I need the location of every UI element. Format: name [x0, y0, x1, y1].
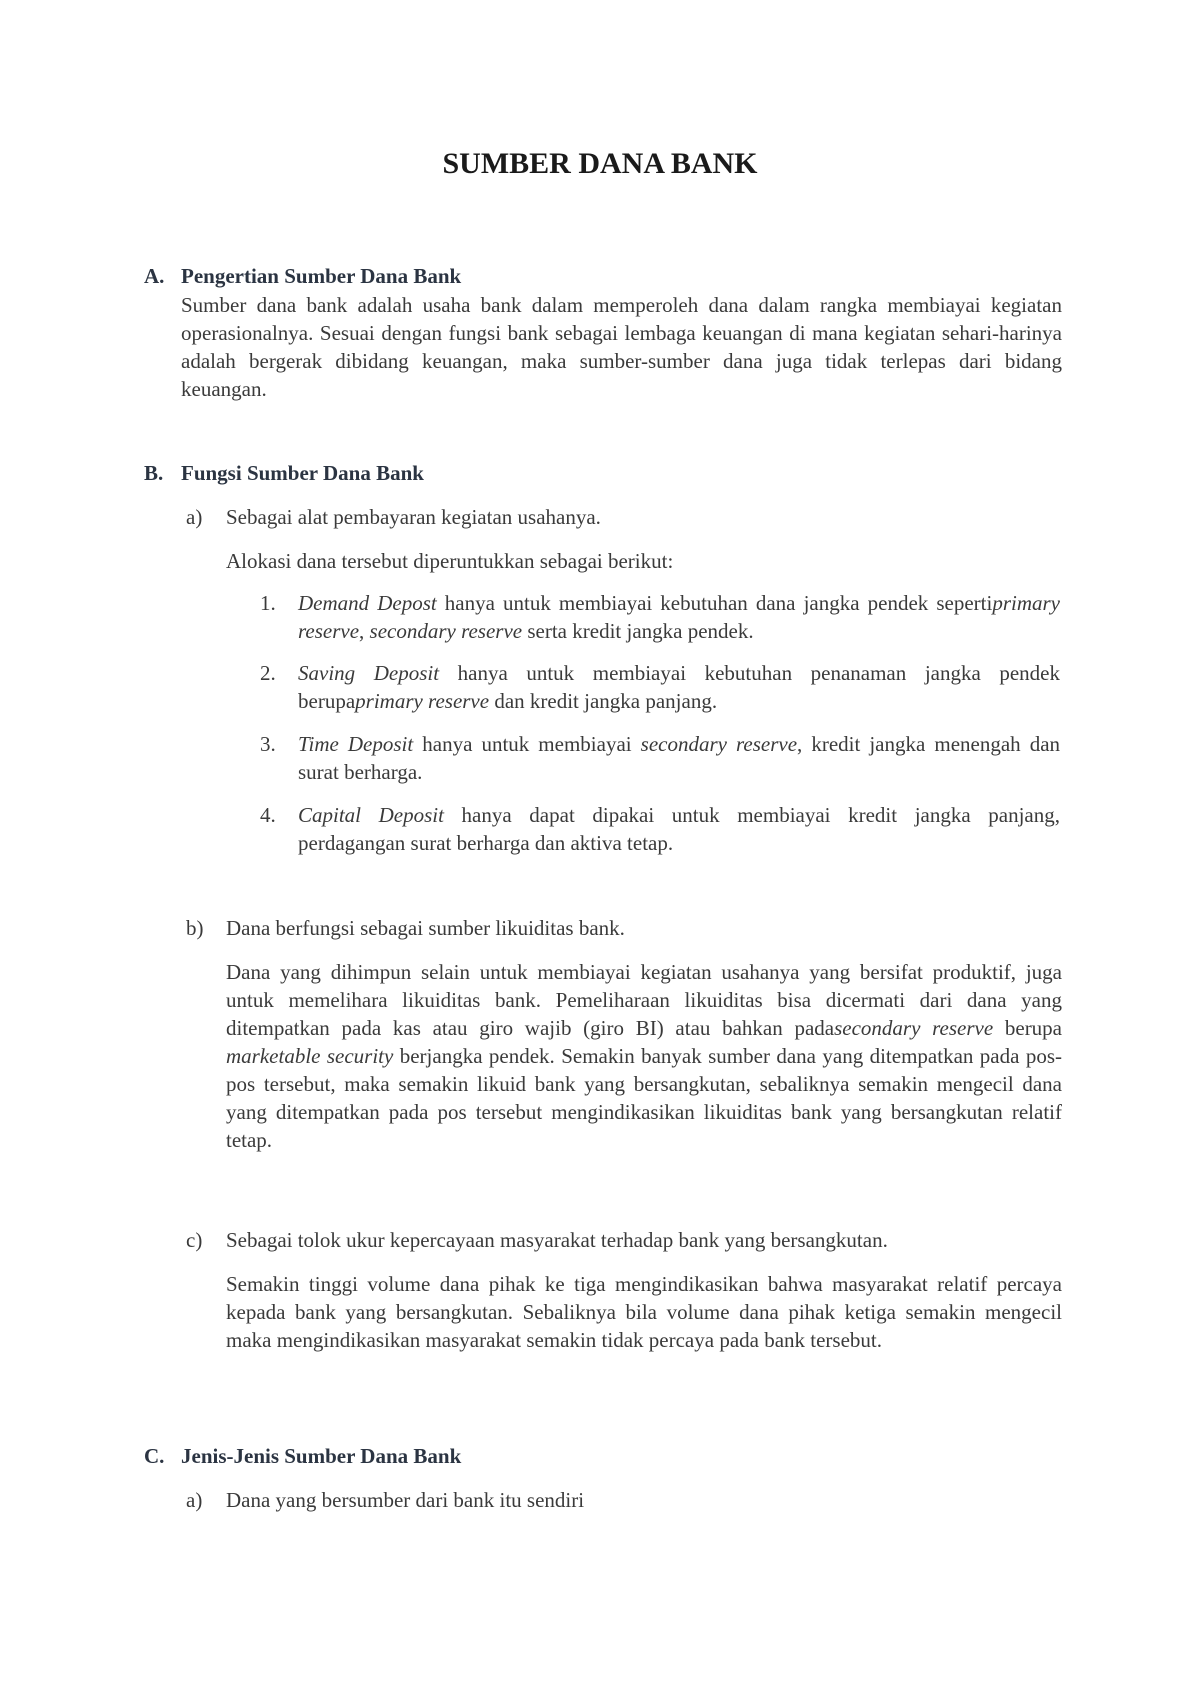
- item-term: primary reserve: [355, 689, 490, 713]
- section-c-item-a: [186, 1486, 584, 1514]
- section-a-letter: A.: [144, 264, 165, 288]
- item-text-part: , kredit jangka menengah dan surat berharga.: [298, 732, 1061, 784]
- item-number: 1.: [260, 591, 276, 615]
- section-c-title: Jenis-Jenis Sumber Dana Bank: [181, 1444, 462, 1468]
- item-text: [298, 730, 1060, 786]
- item-b-text: Dana berfungsi sebagai sumber likuiditas bank.: [226, 916, 625, 940]
- section-a-heading: [144, 262, 461, 290]
- item-text-part: dan kredit jangka panjang.: [489, 689, 718, 713]
- section-b-heading: [144, 459, 424, 487]
- item-text-part: ,: [359, 619, 370, 643]
- section-b-item-c: [186, 1226, 888, 1254]
- item-term: Capital Deposit: [298, 803, 444, 827]
- item-a-text: Dana yang bersumber dari bank itu sendiri: [226, 1488, 585, 1512]
- item-term: Saving Deposit: [298, 661, 440, 685]
- item-text-part: hanya untuk membiayai kebutuhan penanaman jangka pendek berupa: [298, 661, 1061, 713]
- section-a-title: Pengertian Sumber Dana Bank: [181, 264, 462, 288]
- item-c-text: Sebagai tolok ukur kepercayaan masyarakat terhadap bank yang bersangkutan.: [226, 1228, 888, 1252]
- section-b-item-b: [186, 914, 625, 942]
- item-text-part: hanya untuk membiayai: [413, 732, 641, 756]
- item-term: secondary reserve: [640, 732, 798, 756]
- item-number: 2.: [260, 661, 276, 685]
- trust-paragraph: Semakin tinggi volume dana pihak ke tiga mengindikasikan bahwa masyarakat relatif percaya kepada bank yang bersangkutan. Sebaliknya bila volume dana pihak ketiga semakin mengecil maka mengindikasikan masyarakat semakin tidak percaya pada bank tersebut.: [226, 1272, 1062, 1352]
- liquidity-paragraph: [226, 958, 1062, 1154]
- item-text: [298, 801, 1060, 857]
- item-text-part: hanya untuk membiayai kebutuhan dana jangka pendek seperti: [436, 591, 993, 615]
- allocation-intro: Alokasi dana tersebut diperuntukkan sebagai berikut:: [226, 549, 674, 573]
- section-c-letter: C.: [144, 1444, 165, 1468]
- item-text: [298, 659, 1060, 715]
- page-title: SUMBER DANA BANK: [442, 147, 758, 180]
- item-text-part: hanya dapat dipakai untuk membiayai kredit jangka panjang, perdagangan surat berharga dan aktiva tetap.: [298, 803, 1061, 855]
- section-b-item-a: [186, 503, 601, 531]
- para-part: berjangka pendek. Semakin banyak sumber dana yang ditempatkan pada pos-pos tersebut, maka semakin likuid bank yang bersangkutan, sebaliknya semakin mengecil dana yang ditempatkan pada pos tersebut mengindikasikan likuiditas bank yang bersangkutan relatif tetap.: [226, 1044, 1062, 1152]
- section-b-letter: B.: [144, 461, 164, 485]
- item-text-part: serta kredit jangka pendek.: [522, 619, 754, 643]
- para-part: Dana yang dihimpun selain untuk membiayai kegiatan usahanya yang bersifat produktif, juga untuk memelihara likuiditas bank. Pemeliharaan likuiditas bisa dicermati dari dana yang ditempatkan pada kas atau giro wajib (giro BI) atau bahkan pada: [226, 960, 1062, 1040]
- para-term: marketable security: [226, 1044, 394, 1068]
- item-term: primary reserve: [298, 591, 1060, 643]
- section-a-paragraph: Sumber dana bank adalah usaha bank dalam memperoleh dana dalam rangka membiayai kegiatan operasionalnya. Sesuai dengan fungsi bank sebagai lembaga keuangan di mana kegiatan sehari-harinya adalah bergerak dibidang keuangan, maka sumber-sumber dana juga tidak terlepas dari bidang keuangan.: [181, 293, 1062, 401]
- para-part: berupa: [993, 1016, 1063, 1040]
- section-c-heading: [144, 1442, 461, 1470]
- item-number: 4.: [260, 803, 276, 827]
- section-b-title: Fungsi Sumber Dana Bank: [181, 461, 424, 485]
- para-term: secondary reserve: [834, 1016, 994, 1040]
- item-term: Demand Depost: [298, 591, 437, 615]
- item-a-text: Sebagai alat pembayaran kegiatan usahanya.: [226, 505, 601, 529]
- item-a-letter: a): [186, 505, 203, 529]
- item-a-letter: a): [186, 1488, 203, 1512]
- item-text: [298, 589, 1060, 645]
- item-number: 3.: [260, 732, 276, 756]
- item-b-letter: b): [186, 916, 204, 940]
- item-c-letter: c): [186, 1228, 203, 1252]
- item-term: secondary reserve: [369, 619, 523, 643]
- item-term: Time Deposit: [298, 732, 414, 756]
